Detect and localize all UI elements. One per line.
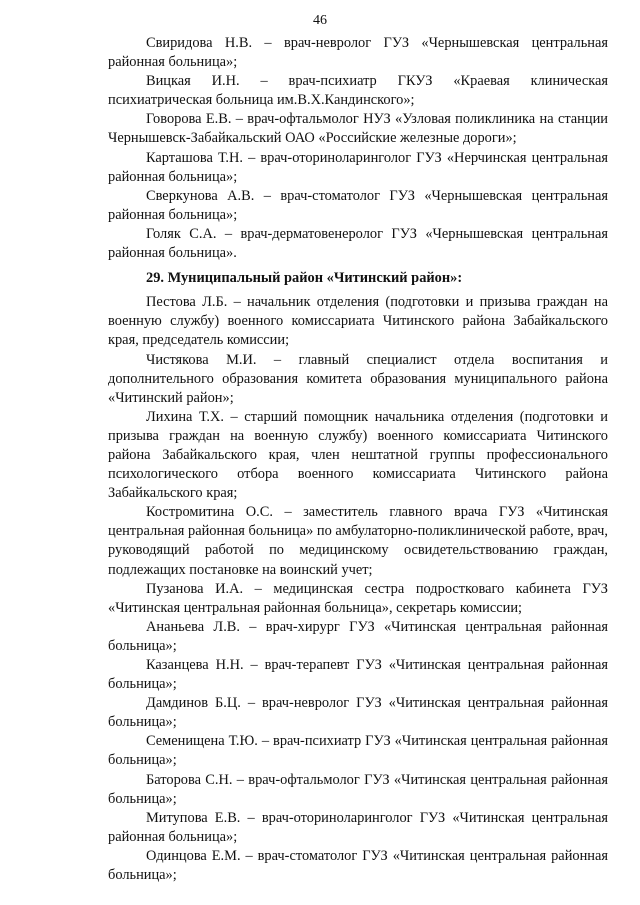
list-item: Чистякова М.И. – главный специалист отдела воспитания и дополнительного образования комитета образования муниципального района «Читинский район»;: [108, 351, 608, 406]
list-item: Одинцова Е.М. – врач-стоматолог ГУЗ «Читинская центральная районная больница»;: [108, 847, 608, 884]
list-item: Ананьева Л.В. – врач-хирург ГУЗ «Читинская центральная районная больница»;: [108, 618, 608, 654]
list-item: Свиридова Н.В. – врач-невролог ГУЗ «Чернышевская центральная районная больница»;: [108, 35, 608, 71]
list-item: Карташова Т.Н. – врач-оториноларинголог ГУЗ «Нерчинская центральная районная больница»;: [108, 149, 608, 185]
list-item: Дамдинов Б.Ц. – врач-невролог ГУЗ «Читинская центральная районная больница»;: [108, 695, 608, 731]
list-item: Казанцева Н.Н. – врач-терапевт ГУЗ «Читинская центральная районная больница»;: [108, 657, 608, 693]
list-item: Костромитина О.С. – заместитель главного врача ГУЗ «Читинская центральная районная больница» по амбулаторно-поликлинической работе, врач, руководящий работой по медицинскому освидетельствованию граждан, подлежащих постановке на воинский учет;: [108, 504, 608, 578]
page-number: 46: [313, 13, 327, 28]
section-heading: 29. Муниципальный район «Читинский район»:: [146, 270, 463, 287]
list-item: Пестова Л.Б. – начальник отделения (подготовки и призыва граждан на военную службу) военного комиссариата Читинского района Забайкальского края, председатель комиссии;: [108, 294, 608, 349]
list-item: Баторова С.Н. – врач-офтальмолог ГУЗ «Читинская центральная районная больница»;: [108, 771, 608, 807]
document-body: [108, 34, 608, 885]
list-item: Пузанова И.А. – медицинская сестра подростковаго кабинета ГУЗ «Читинская центральная районная больница», секретарь комиссии;: [108, 580, 608, 616]
list-item: Сверкунова А.В. – врач-стоматолог ГУЗ «Чернышевская центральная районная больница»;: [108, 187, 608, 223]
list-item: Вицкая И.Н. – врач-психиатр ГКУЗ «Краевая клиническая психиатрическая больница им.В.Х.Кандинского»;: [108, 73, 608, 109]
list-item: Лихина Т.Х. – старший помощник начальника отделения (подготовки и призыва граждан на военную службу) военного комиссариата Читинского района Забайкальского края, член нештатной группы профессионального психологического отбора военного комиссариата Читинского района Забайкальского края;: [108, 408, 608, 502]
list-item: Говорова Е.В. – врач-офтальмолог НУЗ «Узловая поликлиника на станции Чернышевск-Забайкальский ОАО «Российские железные дороги»;: [108, 111, 608, 147]
list-item: Голяк С.А. – врач-дерматовенеролог ГУЗ «Чернышевская центральная районная больница».: [108, 225, 608, 262]
list-item: Митупова Е.В. – врач-оториноларинголог ГУЗ «Читинская центральная районная больница»;: [108, 809, 608, 845]
list-item: Семенищена Т.Ю. – врач-психиатр ГУЗ «Читинская центральная районная больница»;: [108, 733, 608, 769]
